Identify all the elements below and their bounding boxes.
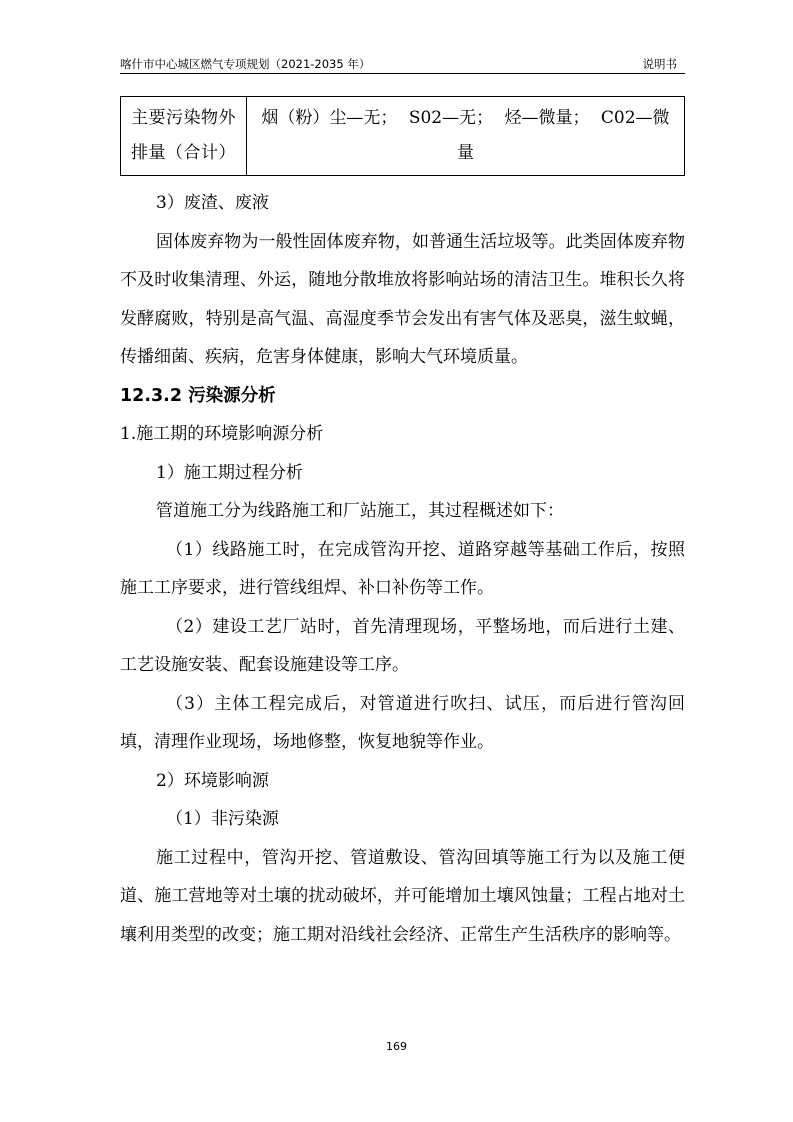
pollutant-emission-table: [120, 96, 685, 176]
paragraph-item-2: （2）建设工艺厂站时，首先清理现场，平整场地，而后进行土建、工艺设施安装、配套设施建设等工序。: [120, 616, 685, 675]
subheading-construction-process: 1）施工期过程分析: [156, 462, 303, 483]
paragraph-solid-waste: 固体废弃物为一般性固体废弃物，如普通生活垃圾等。此类固体废弃物不及时收集清理、外运，随地分散堆放将影响站场的清洁卫生。堆积长久将发酵腐败，特别是高气温、高湿度季节会发出有害气体及恶臭，滋生蚊蝇，传播细菌、疾病，危害身体健康，影响大气环境质量。: [120, 231, 685, 367]
table-label-cell: [121, 97, 247, 176]
subheading-impact-sources: 2）环境影响源: [156, 770, 269, 791]
document-title: 喀什市中心城区燃气专项规划（2021-2035 年）: [120, 57, 371, 71]
subheading-construction-sources: 1.施工期的环境影响源分析: [120, 424, 324, 444]
paragraph-item-3: （3）主体工程完成后，对管道进行吹扫、试压，而后进行管沟回填，清理作业现场，场地修整，恢复地貌等作业。: [120, 693, 685, 752]
label-line-1: 主要污染物外: [131, 108, 236, 128]
paragraph-overview: 管道施工分为线路施工和厂站施工，其过程概述如下：: [156, 501, 564, 521]
subheading-non-pollution: （1）非污染源: [166, 809, 279, 829]
table-value-cell: 烟（粉）尘—无； S02—无； 烃—微量； C02—微量: [247, 97, 685, 176]
table-row: [121, 97, 685, 176]
paragraph-item-1: （1）线路施工时，在完成管沟开挖、道路穿越等基础工作后，按照施工工序要求，进行管线组焊、补口补伤等工作。: [120, 539, 685, 598]
section-label: 说明书: [642, 57, 677, 71]
page-body: [120, 184, 685, 954]
paragraph-construction-impact: 施工过程中，管沟开挖、管道敷设、管沟回填等施工行为以及施工便道、施工营地等对土壤的扰动破坏，并可能增加土壤风蚀量；工程占地对土壤利用类型的改变；施工期对沿线社会经济、正常生产生活秩序的影响等。: [120, 847, 685, 945]
label-line-2: 排量（合计）: [131, 143, 236, 163]
section-heading: 12.3.2 污染源分析: [120, 385, 276, 406]
page-header: [120, 55, 685, 74]
subheading-waste: 3）废渣、废液: [156, 193, 269, 213]
page-number: 169: [386, 1040, 407, 1053]
